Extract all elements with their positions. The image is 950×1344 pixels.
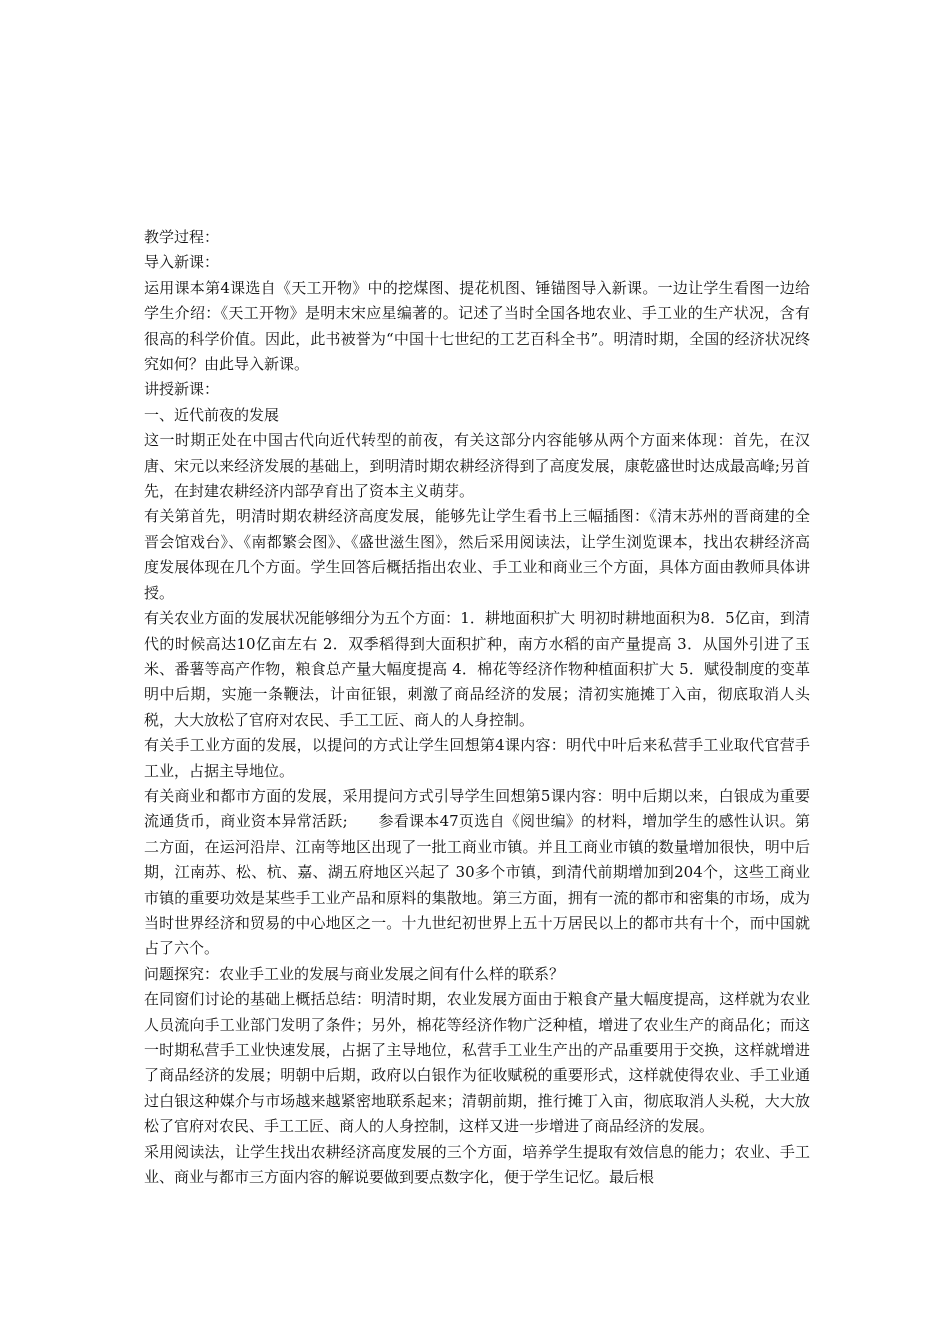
paragraph-introduction: 运用课本第4课选自《天工开物》中的挖煤图、提花机图、锤锚图导入新课。一边让学生看图一边给学生介绍：《天工开物》是明末宋应星编著的。记述了当时全国各地农业、手工业的生产状况，含有很高的科学价值。因此，此书被誉为“中国十七世纪的工艺百科全书”。明清时期，全国的经济状况终究如何？由此导入新课。 (144, 278, 810, 374)
paragraph-summary: 在同窗们讨论的基础上概括总结：明清时期，农业发展方面由于粮食产量大幅度提高，这样就为农业人员流向手工业部门发明了条件；另外，棉花等经济作物广泛种植，增进了农业生产的商品化；而这一时期私营手工业快速发展，占据了主导地位，私营手工业生产出的产品重要用于交换，这样就增进了商品经济的发展；明朝中后期，政府以白银作为征收赋税的重要形式，这样就使得农业、手工业通过白银这种媒介与市场越来越紧密地联系起来；清朝前期，推行摊丁入亩，彻底取消人头税，大大放松了官府对农民、手工工匠、商人的人身控制，这样又进一步增进了商品经济的发展。 (144, 990, 810, 1136)
document-body (144, 225, 810, 1190)
heading-new-lesson: 讲授新课： (144, 380, 220, 399)
paragraph-question: 问题探究：农业手工业的发展与商业发展之间有什么样的联系？ (144, 964, 565, 983)
paragraph-overview: 这一时期正处在中国古代向近代转型的前夜，有关这部分内容能够从两个方面来体现：首先，在汉唐、宋元以来经济发展的基础上，到明清时期农耕经济得到了高度发展，康乾盛世时达成最高峰;另首先，在封建农耕经济内部孕育出了资本主义萌芽。 (144, 431, 810, 501)
paragraph-first-aspect: 有关第首先，明清时期农耕经济高度发展，能够先让学生看书上三幅插图：《清末苏州的晋商建的全晋会馆戏台》、《南都繁会图》、《盛世滋生图》，然后采用阅读法，让学生浏览课本，找出农耕经济高度发展体现在几个方面。学生回答后概括指出农业、手工业和商业三个方面，具体方面由教师具体讲授。 (144, 507, 810, 602)
paragraph-handicraft: 有关手工业方面的发展，以提问的方式让学生回想第4课内容：明代中叶后来私营手工业取代官营手工业，占据主导地位。 (144, 736, 810, 780)
heading-teaching-process: 教学过程： (144, 228, 220, 246)
heading-introduction: 导入新课： (144, 253, 220, 272)
heading-section-one: 一、近代前夜的发展 (144, 405, 280, 424)
paragraph-commerce-cities: 有关商业和都市方面的发展，采用提问方式引导学生回想第5课内容：明中后期以来，白银成为重要流通货币，商业资本异常活跃; 参看课本47页选自《阅世编》的材料，增加学生的感性认识。第二方面，在运河沿岸、江南等地区出现了一批工商业市镇。并且工商业市镇的数量增加很快，明中后期，江南苏、松、杭、嘉、湖五府地区兴起了 30多个市镇，到清代前期增加到204个，这些工商业市镇的重要功效是某些手工业产品和原料的集散地。第三方面，拥有一流的都市和密集的市场，成为当时世界经济和贸易的中心地区之一。十九世纪初世界上五十万居民以上的都市共有十个，而中国就占了六个。 (144, 786, 810, 958)
paragraph-agriculture: 有关农业方面的发展状况能够细分为五个方面：1．耕地面积扩大 明初时耕地面积为8．5亿亩，到清代的时候高达10亿亩左右 2．双季稻得到大面积扩种，南方水稻的亩产量提高 3．从国外引进了玉米、番薯等高产作物，粮食总产量大幅度提高 4．棉花等经济作物种植面积扩大 5．赋役制度的变革 明中后期，实施一条鞭法，计亩征银，刺激了商品经济的发展；清初实施摊丁入亩，彻底取消人头税，大大放松了官府对农民、手工工匠、商人的人身控制。 (144, 609, 810, 729)
paragraph-method: 采用阅读法，让学生找出农耕经济高度发展的三个方面，培养学生提取有效信息的能力；农业、手工业、商业与都市三方面内容的解说要做到要点数字化，便于学生记忆。最后根 (144, 1142, 810, 1187)
